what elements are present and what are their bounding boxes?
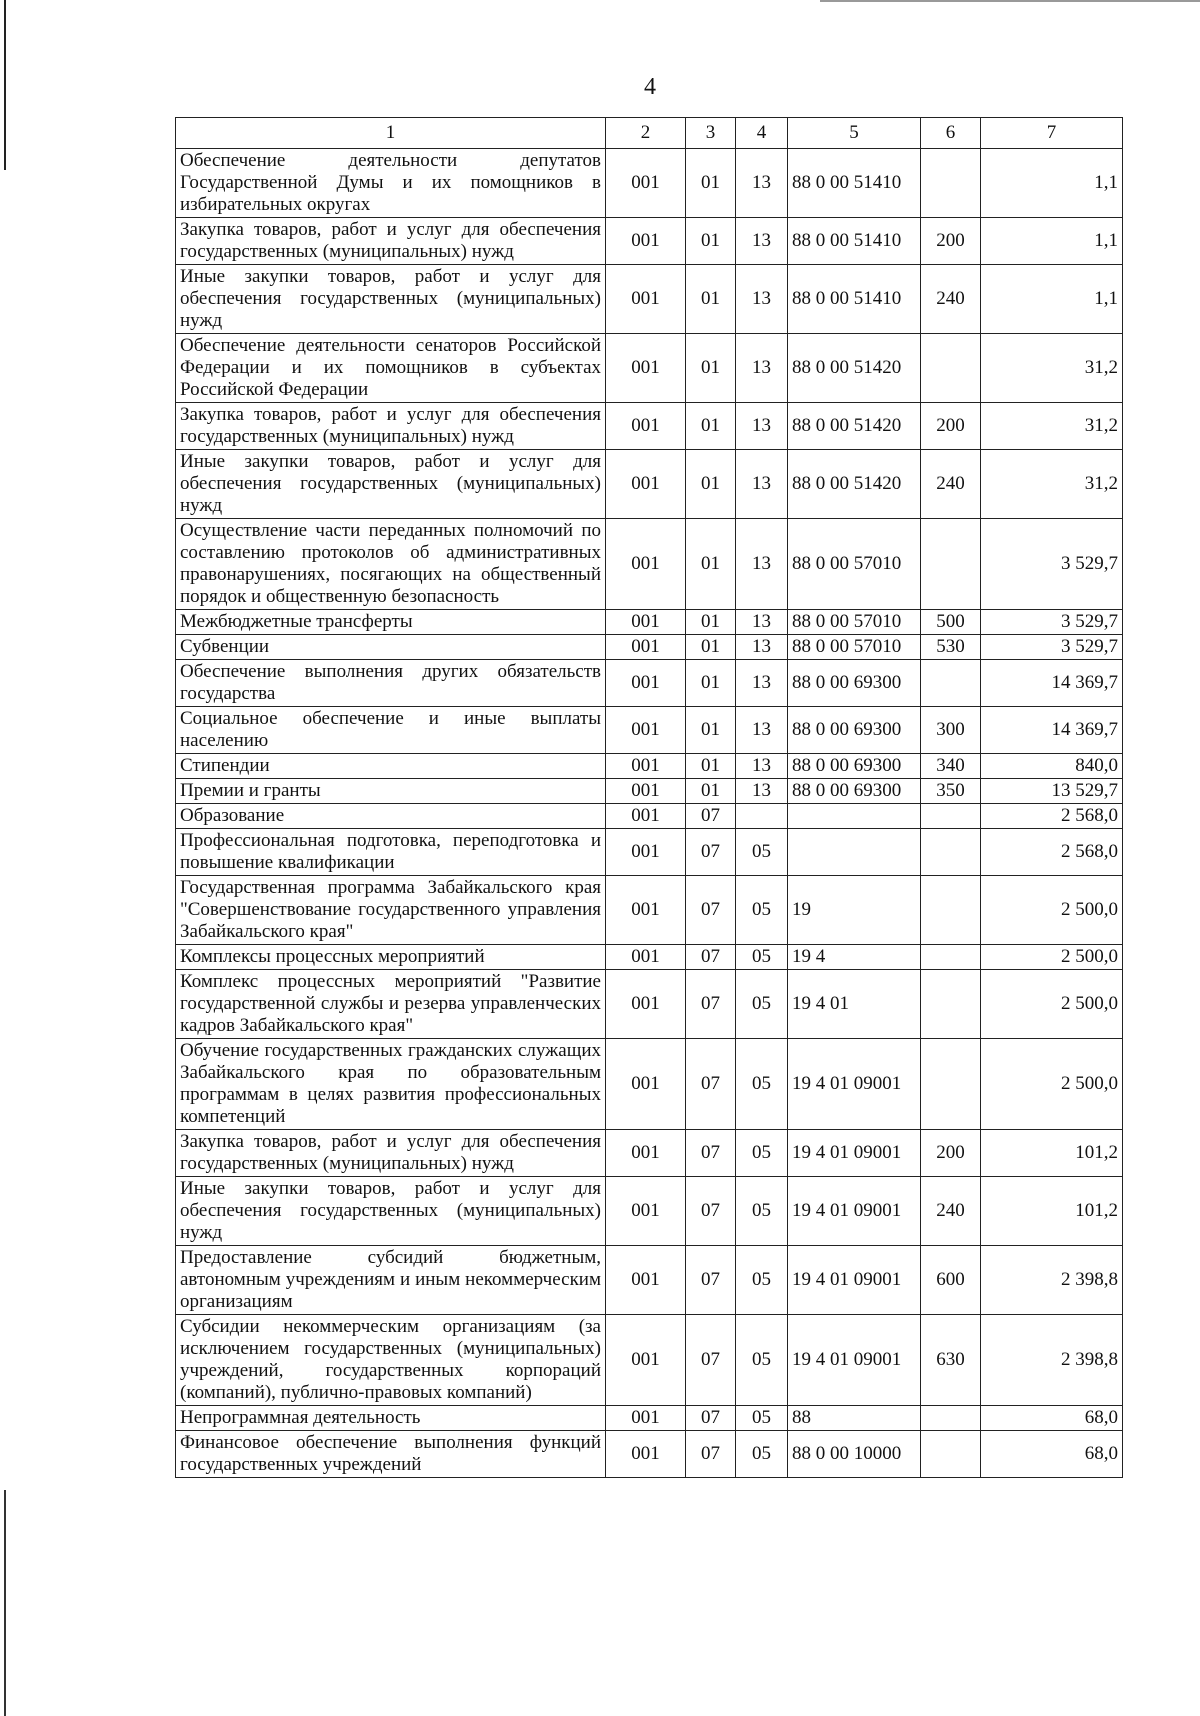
- subsection-cell: 13: [736, 635, 788, 660]
- amount-cell: 2 500,0: [981, 876, 1123, 945]
- row-name-cell: Образование: [176, 804, 606, 829]
- section-cell: 01: [686, 707, 736, 754]
- table-row: [176, 519, 1123, 610]
- target-item-cell: 19 4 01: [788, 970, 921, 1039]
- column-header: 1: [176, 118, 606, 149]
- subsection-cell: 13: [736, 334, 788, 403]
- code-admin-cell: 001: [606, 1177, 686, 1246]
- expense-type-cell: [921, 334, 981, 403]
- expense-type-cell: 500: [921, 610, 981, 635]
- expense-type-cell: 240: [921, 265, 981, 334]
- expense-type-cell: 600: [921, 1246, 981, 1315]
- amount-cell: 3 529,7: [981, 635, 1123, 660]
- section-cell: 07: [686, 1039, 736, 1130]
- code-admin-cell: 001: [606, 779, 686, 804]
- code-admin-cell: 001: [606, 660, 686, 707]
- subsection-cell: 13: [736, 779, 788, 804]
- section-cell: 01: [686, 635, 736, 660]
- code-admin-cell: 001: [606, 334, 686, 403]
- expense-type-cell: 200: [921, 1130, 981, 1177]
- code-admin-cell: 001: [606, 1039, 686, 1130]
- code-admin-cell: 001: [606, 1431, 686, 1478]
- expense-type-cell: 200: [921, 403, 981, 450]
- section-cell: 01: [686, 660, 736, 707]
- expense-type-cell: 530: [921, 635, 981, 660]
- amount-cell: 3 529,7: [981, 610, 1123, 635]
- row-name-cell: Иные закупки товаров, работ и услуг для обеспечения государственных (муниципальных) нужд: [176, 1177, 606, 1246]
- amount-cell: 1,1: [981, 149, 1123, 218]
- subsection-cell: [736, 804, 788, 829]
- amount-cell: 14 369,7: [981, 707, 1123, 754]
- amount-cell: 1,1: [981, 218, 1123, 265]
- row-name-cell: Предоставление субсидий бюджетным, автономным учреждениям и иным некоммерческим организациям: [176, 1246, 606, 1315]
- subsection-cell: 05: [736, 1431, 788, 1478]
- table-row: [176, 970, 1123, 1039]
- table-row: [176, 610, 1123, 635]
- target-item-cell: 19 4 01 09001: [788, 1177, 921, 1246]
- row-name-cell: Иные закупки товаров, работ и услуг для обеспечения государственных (муниципальных) нужд: [176, 265, 606, 334]
- target-item-cell: 88 0 00 57010: [788, 635, 921, 660]
- code-admin-cell: 001: [606, 970, 686, 1039]
- target-item-cell: 88 0 00 51410: [788, 265, 921, 334]
- target-item-cell: [788, 804, 921, 829]
- code-admin-cell: 001: [606, 876, 686, 945]
- code-admin-cell: 001: [606, 945, 686, 970]
- table-row: [176, 829, 1123, 876]
- row-name-cell: Субсидии некоммерческим организациям (за исключением государственных (муниципальных) учреждений, государственных корпораций (компаний), публично-правовых компаний): [176, 1315, 606, 1406]
- section-cell: 07: [686, 1431, 736, 1478]
- code-admin-cell: 001: [606, 610, 686, 635]
- section-cell: 01: [686, 610, 736, 635]
- table-row: [176, 450, 1123, 519]
- expense-type-cell: [921, 829, 981, 876]
- section-cell: 01: [686, 403, 736, 450]
- amount-cell: 101,2: [981, 1130, 1123, 1177]
- row-name-cell: Закупка товаров, работ и услуг для обеспечения государственных (муниципальных) нужд: [176, 218, 606, 265]
- row-name-cell: Социальное обеспечение и иные выплаты населению: [176, 707, 606, 754]
- target-item-cell: 19 4 01 09001: [788, 1246, 921, 1315]
- table-row: [176, 635, 1123, 660]
- expense-type-cell: [921, 804, 981, 829]
- column-header: 5: [788, 118, 921, 149]
- scan-edge-top: [820, 0, 1200, 2]
- target-item-cell: [788, 829, 921, 876]
- expense-type-cell: 350: [921, 779, 981, 804]
- subsection-cell: 13: [736, 450, 788, 519]
- table-row: [176, 1130, 1123, 1177]
- subsection-cell: 13: [736, 610, 788, 635]
- code-admin-cell: 001: [606, 829, 686, 876]
- expense-type-cell: [921, 1431, 981, 1478]
- code-admin-cell: 001: [606, 804, 686, 829]
- subsection-cell: 13: [736, 754, 788, 779]
- target-item-cell: 88 0 00 69300: [788, 707, 921, 754]
- row-name-cell: Обучение государственных гражданских служащих Забайкальского края по образовательным программам в целях развития профессиональных компетенций: [176, 1039, 606, 1130]
- section-cell: 07: [686, 1246, 736, 1315]
- subsection-cell: 05: [736, 876, 788, 945]
- table-row: [176, 945, 1123, 970]
- code-admin-cell: 001: [606, 754, 686, 779]
- row-name-cell: Стипендии: [176, 754, 606, 779]
- subsection-cell: 05: [736, 970, 788, 1039]
- row-name-cell: Обеспечение выполнения других обязательств государства: [176, 660, 606, 707]
- section-cell: 07: [686, 1406, 736, 1431]
- table-body: [176, 149, 1123, 1478]
- table-row: [176, 876, 1123, 945]
- section-cell: 01: [686, 519, 736, 610]
- section-cell: 01: [686, 334, 736, 403]
- target-item-cell: 88 0 00 51410: [788, 149, 921, 218]
- target-item-cell: 19 4 01 09001: [788, 1315, 921, 1406]
- amount-cell: 2 568,0: [981, 829, 1123, 876]
- table-row: [176, 1406, 1123, 1431]
- amount-cell: 31,2: [981, 403, 1123, 450]
- expense-type-cell: [921, 1406, 981, 1431]
- amount-cell: 2 398,8: [981, 1246, 1123, 1315]
- target-item-cell: 19: [788, 876, 921, 945]
- code-admin-cell: 001: [606, 218, 686, 265]
- section-cell: 07: [686, 876, 736, 945]
- row-name-cell: Государственная программа Забайкальского края "Совершенствование государственного управления Забайкальского края": [176, 876, 606, 945]
- subsection-cell: 13: [736, 707, 788, 754]
- section-cell: 07: [686, 945, 736, 970]
- amount-cell: 31,2: [981, 334, 1123, 403]
- subsection-cell: 05: [736, 829, 788, 876]
- section-cell: 01: [686, 779, 736, 804]
- section-cell: 07: [686, 1315, 736, 1406]
- table-row: [176, 149, 1123, 218]
- table-row: [176, 403, 1123, 450]
- target-item-cell: 19 4 01 09001: [788, 1130, 921, 1177]
- amount-cell: 2 398,8: [981, 1315, 1123, 1406]
- subsection-cell: 05: [736, 1246, 788, 1315]
- table-row: [176, 1315, 1123, 1406]
- row-name-cell: Иные закупки товаров, работ и услуг для обеспечения государственных (муниципальных) нужд: [176, 450, 606, 519]
- target-item-cell: 88 0 00 57010: [788, 610, 921, 635]
- expense-type-cell: 240: [921, 1177, 981, 1246]
- target-item-cell: 88 0 00 10000: [788, 1431, 921, 1478]
- page-number: 4: [644, 74, 656, 100]
- column-header: 3: [686, 118, 736, 149]
- row-name-cell: Финансовое обеспечение выполнения функций государственных учреждений: [176, 1431, 606, 1478]
- subsection-cell: 13: [736, 218, 788, 265]
- expense-type-cell: [921, 876, 981, 945]
- table-row: [176, 265, 1123, 334]
- amount-cell: 14 369,7: [981, 660, 1123, 707]
- expense-type-cell: 240: [921, 450, 981, 519]
- code-admin-cell: 001: [606, 403, 686, 450]
- amount-cell: 2 500,0: [981, 970, 1123, 1039]
- expense-type-cell: [921, 970, 981, 1039]
- budget-table: [175, 117, 1123, 1478]
- row-name-cell: Комплекс процессных мероприятий "Развитие государственной службы и резерва управленческих кадров Забайкальского края": [176, 970, 606, 1039]
- subsection-cell: 05: [736, 1406, 788, 1431]
- expense-type-cell: [921, 660, 981, 707]
- expense-type-cell: 300: [921, 707, 981, 754]
- code-admin-cell: 001: [606, 149, 686, 218]
- section-cell: 01: [686, 265, 736, 334]
- subsection-cell: 13: [736, 660, 788, 707]
- table-row: [176, 660, 1123, 707]
- amount-cell: 1,1: [981, 265, 1123, 334]
- expense-type-cell: [921, 1039, 981, 1130]
- subsection-cell: 13: [736, 403, 788, 450]
- section-cell: 01: [686, 450, 736, 519]
- section-cell: 07: [686, 829, 736, 876]
- amount-cell: 2 500,0: [981, 1039, 1123, 1130]
- expense-type-cell: 340: [921, 754, 981, 779]
- column-header: 4: [736, 118, 788, 149]
- row-name-cell: Субвенции: [176, 635, 606, 660]
- expense-type-cell: [921, 149, 981, 218]
- code-admin-cell: 001: [606, 1406, 686, 1431]
- amount-cell: 31,2: [981, 450, 1123, 519]
- table-row: [176, 218, 1123, 265]
- subsection-cell: 13: [736, 265, 788, 334]
- subsection-cell: 05: [736, 945, 788, 970]
- amount-cell: 3 529,7: [981, 519, 1123, 610]
- column-header: 7: [981, 118, 1123, 149]
- section-cell: 07: [686, 804, 736, 829]
- section-cell: 07: [686, 1177, 736, 1246]
- target-item-cell: 88: [788, 1406, 921, 1431]
- amount-cell: 101,2: [981, 1177, 1123, 1246]
- table-row: [176, 1431, 1123, 1478]
- target-item-cell: 88 0 00 57010: [788, 519, 921, 610]
- table-row: [176, 754, 1123, 779]
- target-item-cell: 88 0 00 51420: [788, 334, 921, 403]
- table-row: [176, 779, 1123, 804]
- row-name-cell: Комплексы процессных мероприятий: [176, 945, 606, 970]
- row-name-cell: Межбюджетные трансферты: [176, 610, 606, 635]
- section-cell: 07: [686, 1130, 736, 1177]
- table-row: [176, 707, 1123, 754]
- amount-cell: 840,0: [981, 754, 1123, 779]
- target-item-cell: 88 0 00 51410: [788, 218, 921, 265]
- target-item-cell: 88 0 00 69300: [788, 779, 921, 804]
- amount-cell: 2 500,0: [981, 945, 1123, 970]
- row-name-cell: Закупка товаров, работ и услуг для обеспечения государственных (муниципальных) нужд: [176, 1130, 606, 1177]
- column-header: 6: [921, 118, 981, 149]
- code-admin-cell: 001: [606, 1246, 686, 1315]
- amount-cell: 68,0: [981, 1406, 1123, 1431]
- subsection-cell: 13: [736, 149, 788, 218]
- subsection-cell: 13: [736, 519, 788, 610]
- scan-edge-left-bottom: [4, 1490, 6, 1716]
- subsection-cell: 05: [736, 1130, 788, 1177]
- amount-cell: 2 568,0: [981, 804, 1123, 829]
- code-admin-cell: 001: [606, 635, 686, 660]
- table-row: [176, 334, 1123, 403]
- target-item-cell: 88 0 00 69300: [788, 754, 921, 779]
- table-row: [176, 804, 1123, 829]
- table-row: [176, 1177, 1123, 1246]
- row-name-cell: Профессиональная подготовка, переподготовка и повышение квалификации: [176, 829, 606, 876]
- target-item-cell: 19 4: [788, 945, 921, 970]
- subsection-cell: 05: [736, 1039, 788, 1130]
- expense-type-cell: [921, 945, 981, 970]
- target-item-cell: 88 0 00 51420: [788, 403, 921, 450]
- header-row: [176, 118, 1123, 149]
- code-admin-cell: 001: [606, 519, 686, 610]
- section-cell: 07: [686, 970, 736, 1039]
- row-name-cell: Закупка товаров, работ и услуг для обеспечения государственных (муниципальных) нужд: [176, 403, 606, 450]
- table-row: [176, 1039, 1123, 1130]
- expense-type-cell: [921, 519, 981, 610]
- section-cell: 01: [686, 754, 736, 779]
- row-name-cell: Обеспечение деятельности депутатов Государственной Думы и их помощников в избирательных округах: [176, 149, 606, 218]
- row-name-cell: Обеспечение деятельности сенаторов Российской Федерации и их помощников в субъектах Российской Федерации: [176, 334, 606, 403]
- amount-cell: 68,0: [981, 1431, 1123, 1478]
- amount-cell: 13 529,7: [981, 779, 1123, 804]
- row-name-cell: Осуществление части переданных полномочий по составлению протоколов об административных правонарушениях, посягающих на общественный порядок и общественную безопасность: [176, 519, 606, 610]
- target-item-cell: 19 4 01 09001: [788, 1039, 921, 1130]
- subsection-cell: 05: [736, 1315, 788, 1406]
- table-row: [176, 1246, 1123, 1315]
- row-name-cell: Премии и гранты: [176, 779, 606, 804]
- section-cell: 01: [686, 218, 736, 265]
- subsection-cell: 05: [736, 1177, 788, 1246]
- code-admin-cell: 001: [606, 450, 686, 519]
- section-cell: 01: [686, 149, 736, 218]
- expense-type-cell: 630: [921, 1315, 981, 1406]
- target-item-cell: 88 0 00 69300: [788, 660, 921, 707]
- target-item-cell: 88 0 00 51420: [788, 450, 921, 519]
- code-admin-cell: 001: [606, 1130, 686, 1177]
- expense-type-cell: 200: [921, 218, 981, 265]
- row-name-cell: Непрограммная деятельность: [176, 1406, 606, 1431]
- code-admin-cell: 001: [606, 1315, 686, 1406]
- code-admin-cell: 001: [606, 265, 686, 334]
- column-header: 2: [606, 118, 686, 149]
- code-admin-cell: 001: [606, 707, 686, 754]
